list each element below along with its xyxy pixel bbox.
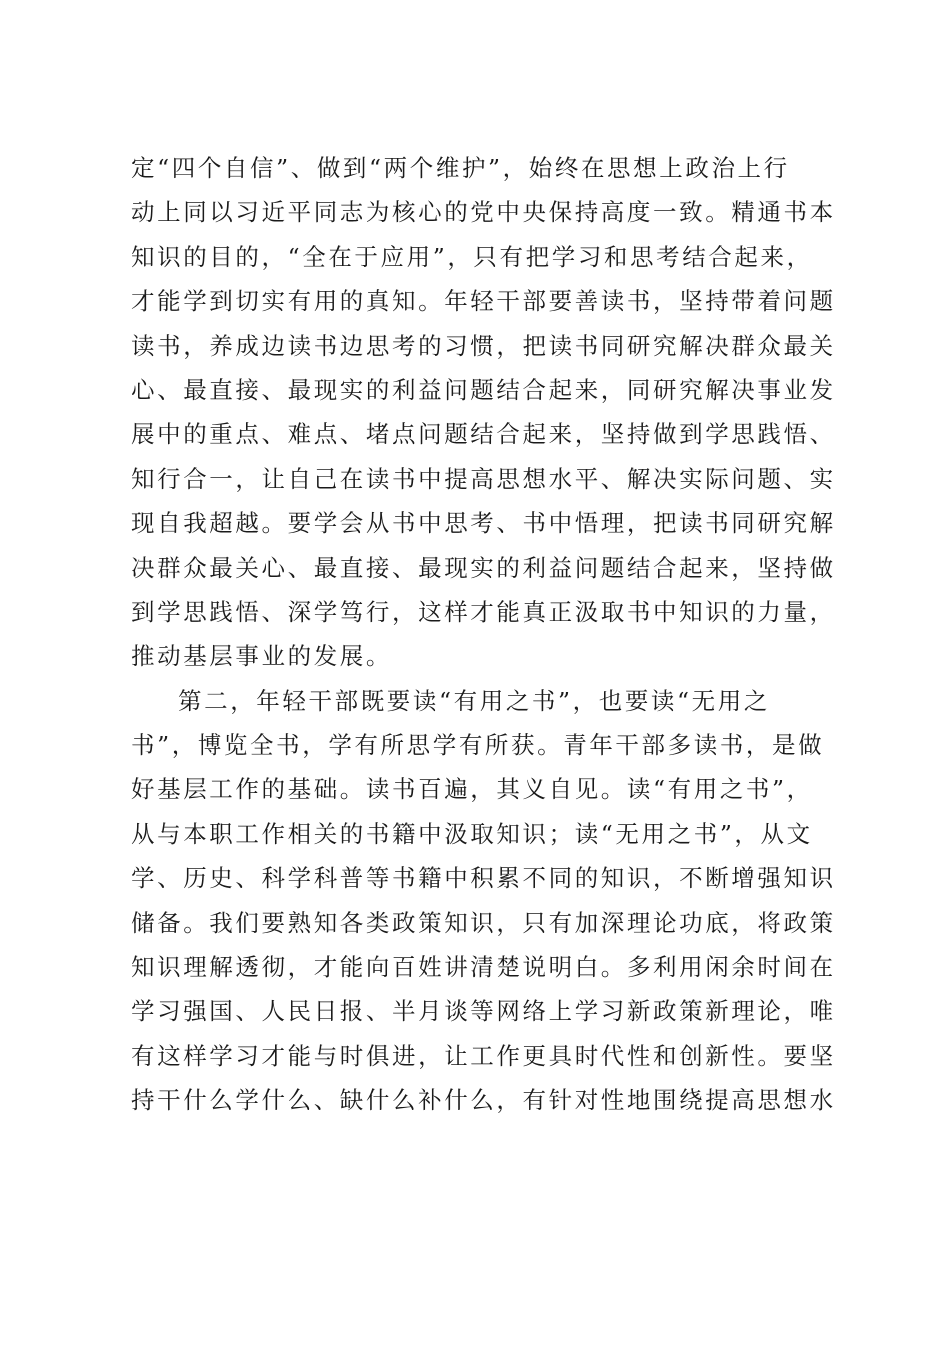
paragraph	[131, 146, 836, 679]
text-line: 知识的目的，“全在于应用”，只有把学习和思考结合起来，	[131, 242, 813, 271]
text-line: 学习强国、人民日报、半月谈等网络上学习新政策新理论，唯	[131, 997, 836, 1026]
text-line: 才能学到切实有用的真知。年轻干部要善读书，坚持带着问题	[131, 287, 836, 316]
text-line: 储备。我们要熟知各类政策知识，只有加深理论功底，将政策	[131, 908, 836, 937]
text-line: 学、历史、科学科普等书籍中积累不同的知识，不断增强知识	[131, 864, 836, 893]
text-line: 好基层工作的基础。读书百遍，其义自见。读“有用之书”，	[131, 775, 813, 804]
text-line: 推动基层事业的发展。	[131, 642, 392, 671]
paragraph	[131, 679, 836, 1123]
text-line: 第二，年轻干部既要读“有用之书”，也要读“无用之	[178, 686, 770, 715]
text-line: 从与本职工作相关的书籍中汲取知识；读“无用之书”，从文	[131, 819, 813, 848]
text-line: 心、最直接、最现实的利益问题结合起来，同研究解决事业发	[131, 375, 836, 404]
text-line: 知识理解透彻，才能向百姓讲清楚说明白。多利用闲余时间在	[131, 953, 836, 982]
text-line: 到学思践悟、深学笃行，这样才能真正汲取书中知识的力量，	[131, 597, 836, 626]
text-line: 读书，养成边读书边思考的习惯，把读书同研究解决群众最关	[131, 331, 836, 360]
text-line: 定“四个自信”、做到“两个维护”，始终在思想上政治上行	[131, 154, 790, 182]
text-line: 知行合一，让自己在读书中提高思想水平、解决实际问题、实	[131, 464, 836, 493]
body-text	[131, 146, 836, 1123]
text-line: 展中的重点、难点、堵点问题结合起来，坚持做到学思践悟、	[131, 420, 836, 449]
text-line: 决群众最关心、最直接、最现实的利益问题结合起来，坚持做	[131, 553, 836, 582]
text-line: 有这样学习才能与时俱进，让工作更具时代性和创新性。要坚	[131, 1041, 836, 1070]
text-line: 持干什么学什么、缺什么补什么，有针对性地围绕提高思想水	[131, 1086, 836, 1115]
text-line: 书”，博览全书，学有所思学有所获。青年干部多读书，是做	[131, 731, 825, 760]
text-line: 动上同以习近平同志为核心的党中央保持高度一致。精通书本	[131, 198, 836, 227]
text-line: 现自我超越。要学会从书中思考、书中悟理，把读书同研究解	[131, 509, 836, 538]
